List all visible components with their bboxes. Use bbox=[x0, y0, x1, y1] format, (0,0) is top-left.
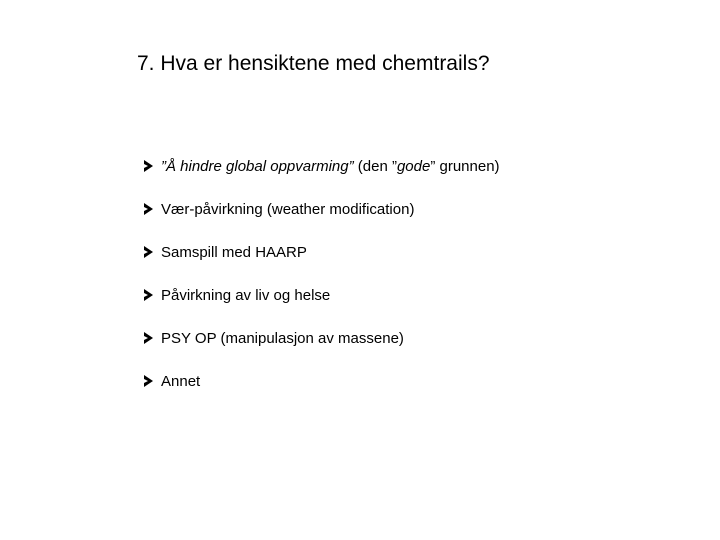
arrow-bullet-icon bbox=[144, 203, 153, 215]
bullet-item-2 bbox=[144, 188, 500, 231]
bullet-text-5: PSY OP (manipulasjon av massene) bbox=[161, 330, 404, 347]
slide-title: 7. Hva er hensiktene med chemtrails? bbox=[137, 52, 490, 75]
bullet-text-6: Annet bbox=[161, 373, 201, 390]
bullet-list bbox=[144, 145, 500, 403]
bullet-text-4: Påvirkning av liv og helse bbox=[161, 287, 331, 304]
bullet-text-1 bbox=[161, 158, 500, 175]
arrow-bullet-icon bbox=[144, 375, 153, 387]
bullet-text-2: Vær-påvirkning (weather modification) bbox=[161, 201, 415, 218]
bullet-1-paren-open: (den ” bbox=[357, 158, 397, 175]
bullet-item-4 bbox=[144, 274, 500, 317]
bullet-1-italic-gode: gode bbox=[396, 158, 431, 175]
bullet-item-1 bbox=[144, 145, 500, 188]
arrow-bullet-icon bbox=[144, 246, 153, 258]
arrow-bullet-icon bbox=[144, 160, 153, 172]
bullet-item-3 bbox=[144, 231, 500, 274]
bullet-item-6 bbox=[144, 360, 500, 403]
bullet-text-3: Samspill med HAARP bbox=[161, 244, 307, 261]
arrow-bullet-icon bbox=[144, 332, 153, 344]
bullet-1-italic-quote: ”Å hindre global oppvarming” bbox=[161, 158, 358, 175]
bullet-item-5 bbox=[144, 317, 500, 360]
arrow-bullet-icon bbox=[144, 289, 153, 301]
bullet-1-paren-close: ” grunnen) bbox=[430, 158, 500, 175]
